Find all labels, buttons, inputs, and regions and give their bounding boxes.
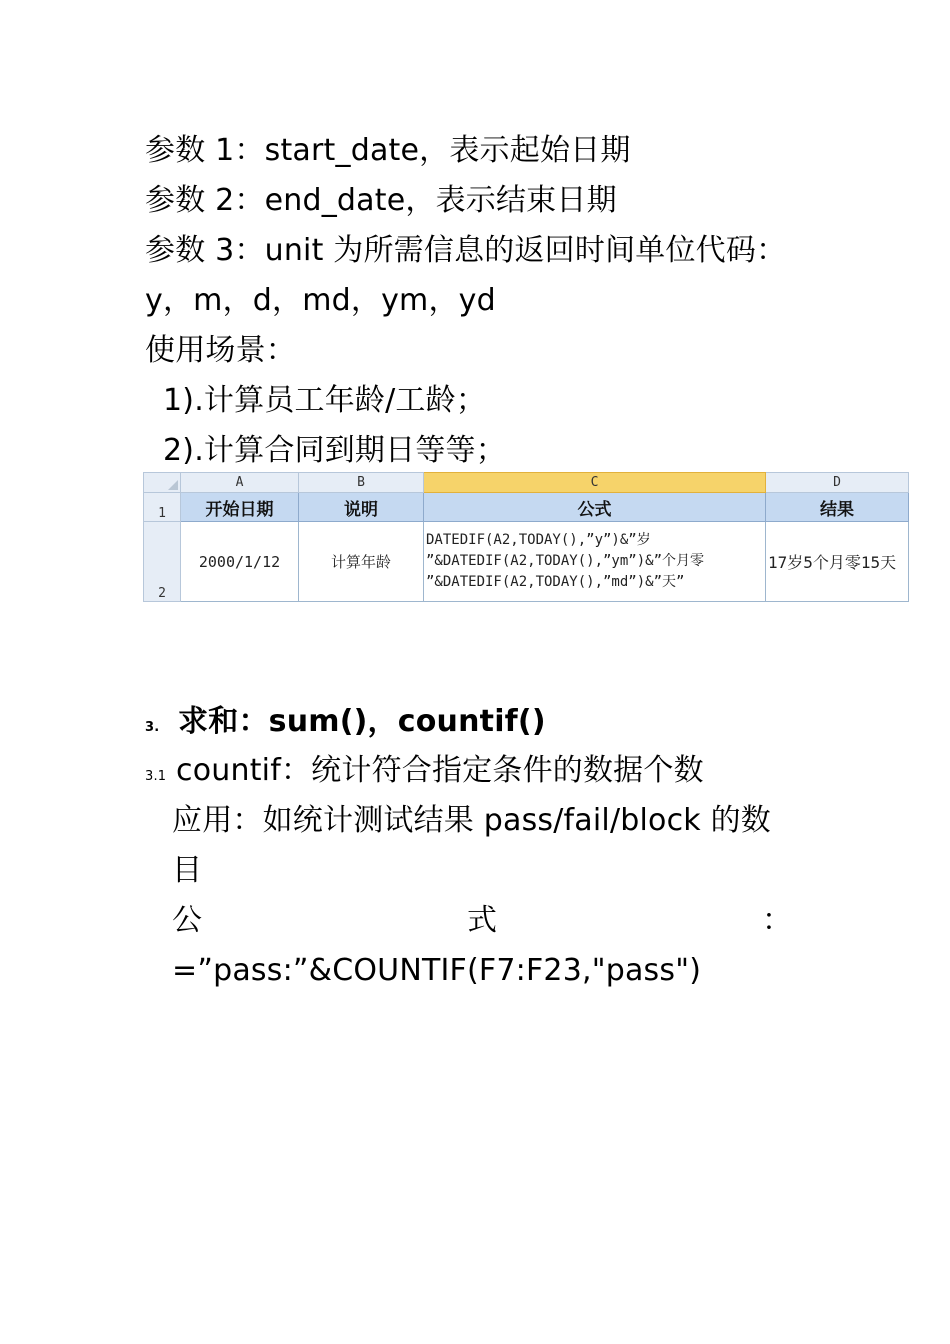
usage-item-1: 1).计算员工年龄/工龄； [163,383,487,418]
table-row [144,493,909,522]
row-number-1[interactable]: 1 [144,493,181,522]
column-header-a[interactable]: A [181,473,299,493]
application-line-2: 目 [172,853,203,888]
row-number-2[interactable]: 2 [144,522,181,602]
formula-line-1: DATEDIF(A2,TODAY(),”y”)&”岁 [426,532,651,548]
table-row [144,522,909,602]
cell-start-date[interactable]: 2000/1/12 [181,522,299,602]
column-header-b[interactable]: B [299,473,424,493]
cell-description[interactable]: 计算年龄 [299,522,424,602]
param-1: 参数 1：start_date，表示起始日期 [145,133,631,168]
unit-codes: y，m，d，md，ym，yd [145,283,496,318]
formula-label-char-1: 公 [172,903,202,938]
header-formula[interactable]: 公式 [424,493,766,522]
column-header-d[interactable]: D [766,473,909,493]
spreadsheet-snippet [143,472,909,602]
application-line-1: 应用：如统计测试结果 pass/fail/block 的数 [172,803,771,838]
countif-description: countif：统计符合指定条件的数据个数 [176,753,704,788]
usage-item-2: 2).计算合同到期日等等； [163,433,506,468]
param-2: 参数 2：end_date，表示结束日期 [145,183,617,218]
formula-line-2: ”&DATEDIF(A2,TODAY(),”ym”)&”个月零 [426,553,705,569]
formula-label-colon: ： [762,903,792,938]
column-header-row [144,473,909,493]
header-start-date[interactable]: 开始日期 [181,493,299,522]
header-result[interactable]: 结果 [766,493,909,522]
subsection-number: 3.1 [145,769,167,784]
param-3: 参数 3：unit 为所需信息的返回时间单位代码： [145,233,787,268]
formula-label [172,901,792,941]
usage-title: 使用场景： [145,333,296,368]
header-description[interactable]: 说明 [299,493,424,522]
select-all-corner[interactable] [144,473,181,493]
column-header-c[interactable]: C [424,473,766,493]
cell-formula[interactable] [424,522,766,602]
section-number: 3. [145,720,160,735]
section-title: 求和：sum()，countif() [178,704,546,739]
cell-result[interactable]: 17岁5个月零15天 [766,522,909,602]
countif-description-line [145,751,704,797]
countif-formula: =”pass:”&COUNTIF(F7:F23,"pass") [172,953,702,988]
section-3-heading [145,702,546,748]
formula-label-char-2: 式 [467,903,497,938]
formula-line-3: ”&DATEDIF(A2,TODAY(),”md”)&”天” [426,574,685,590]
